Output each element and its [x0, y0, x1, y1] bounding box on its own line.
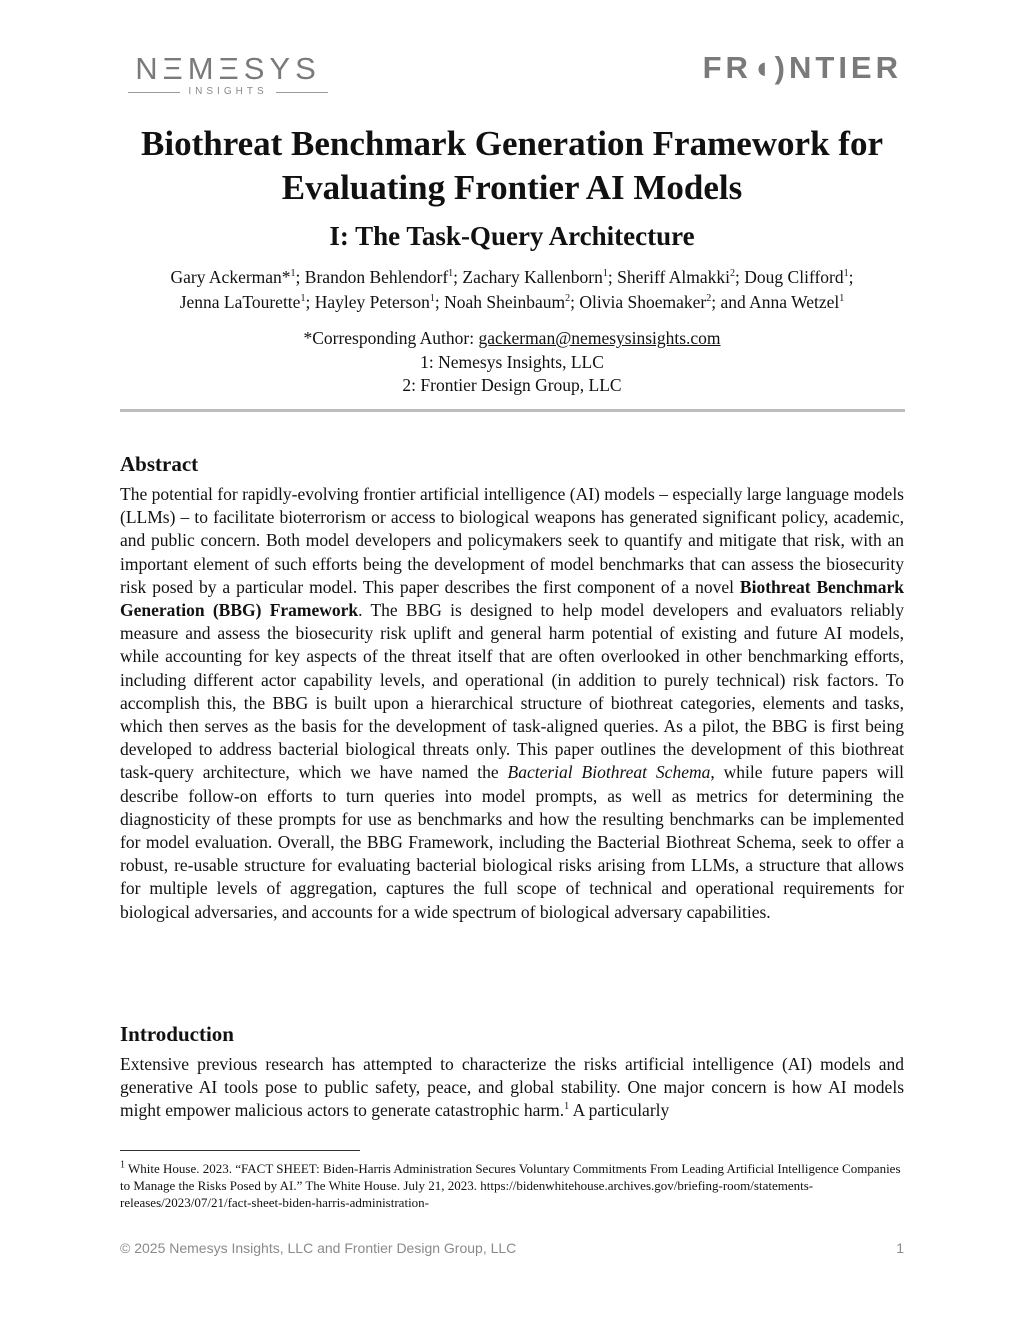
affiliation-1: 1: Nemesys Insights, LLC — [420, 351, 604, 372]
author-line-2 — [110, 290, 914, 315]
nemesys-insights-logo — [128, 52, 328, 98]
abstract-heading: Abstract — [120, 452, 199, 476]
footnote-ref[interactable]: 1 — [564, 1101, 570, 1113]
affiliation-2: 2: Frontier Design Group, LLC — [402, 375, 622, 395]
author: Gary Ackerman*$^1$; — [170, 267, 305, 287]
frontier-logo: FR◖)NTIER — [702, 50, 902, 85]
title-line-2: Evaluating Frontier AI Models — [281, 168, 743, 207]
paper-subtitle: I: The Task-Query Architecture — [329, 221, 695, 251]
corresponding-author: *Corresponding Author: gackerman@nemesysinsights.com — [303, 328, 721, 348]
author: Anna Wetzel$^1$ — [749, 292, 845, 312]
nemesys-logo-subline — [128, 86, 328, 98]
footnote-1: $^1$ White House. 2023. “FACT SHEET: Biden-Harris Administration Secures Voluntary Commitments From Leading Artificial Intelligence Companies to Manage the Risks Posed by AI.” The White House. July 21, 2023. https://bidenwhitehouse.archives.gov/briefing-room/statements-releases/2023/07/21/fact-sheet-biden-harris-administration- — [120, 1159, 901, 1210]
abstract-text: The potential for rapidly-evolving frontier artificial intelligence (AI) models – especially large language models (LLMs) – to facilitate bioterrorism or access to biological weapons has generated significant policy, academic, and public concern. Both model developers and policymakers seek to quantify and mitigate that risk, with an important element of such efforts being the development of model benchmarks that can assess the biosecurity risk posed by a particular model. This paper describes the first component of a novel Biothreat Benchmark Generation (BBG) Framework. The BBG is designed to help model developers and evaluators reliably measure and assess the biosecurity risk uplift and general harm potential of existing and future AI models, while accounting for key aspects of the threat itself that are often overlooked in other benchmarking efforts, including different actor capability levels, and operational (in addition to purely technical) risk factors. To accomplish this, the BBG is built upon a hierarchical structure of biothreat categories, elements and tasks, which then serves as the basis for the development of task-aligned queries. As a pilot, the BBG is first being developed to address bacterial biological threats only. This paper outlines the development of this biothreat task-query architecture, which we have named the Bacterial Biothreat Schema, while future papers will describe follow-on efforts to turn queries into model prompts, as well as metrics for determining the diagnosticity of these prompts for use as benchmarks and how the resulting benchmarks can be implemented for model evaluation. Overall, the BBG Framework, including the Bacterial Biothreat Schema, seek to offer a robust, re-usable structure for evaluating bacterial biological risks arising from LLMs, a structure that allows for multiple levels of aggregation, captures the full scope of technical and operational requirements for biological adversaries, and accounts for a wide spectrum of biological adversary capabilities. — [120, 484, 904, 922]
logo-rule-left — [128, 92, 180, 93]
copyright-text: © 2025 Nemesys Insights, LLC and Frontier Design Group, LLC — [120, 1240, 517, 1256]
bbg-framework-term: Biothreat Benchmark Generation (BBG) Framework — [120, 576, 904, 621]
introduction-heading: Introduction — [120, 1022, 234, 1046]
nemesys-logo-sub: INSIGHTS — [188, 86, 268, 97]
footnote-divider — [120, 1150, 360, 1151]
page-number: 1 — [896, 1240, 904, 1256]
logo-rule-right — [276, 92, 328, 93]
author: Hayley Peterson$^1$; — [314, 292, 445, 312]
nemesys-logo-word: NΞMΞSYS — [135, 51, 321, 86]
schema-term: Bacterial Biothreat Schema — [507, 762, 711, 783]
paper-title — [100, 122, 924, 210]
author: Noah Sheinbaum$^2$; — [444, 292, 580, 312]
introduction-text: Extensive previous research has attempted to characterize the risks artificial intelligence (AI) models and generative AI tools pose to public safety, peace, and global stability. One major concern is how AI models might empower malicious actors to generate catastrophic harm.$^1$ A particularly — [120, 1054, 904, 1121]
author: Sheriff Almakki$^2$; — [617, 267, 745, 287]
header-divider — [120, 409, 905, 412]
author-email-link[interactable]: gackerman@nemesysinsights.com — [478, 328, 721, 348]
author: Brandon Behlendorf$^1$; — [304, 267, 463, 287]
author-line-1 — [110, 265, 914, 290]
title-line-1: Biothreat Benchmark Generation Framework for — [141, 124, 883, 163]
author: Jenna LaTourette$^1$; — [179, 292, 315, 312]
author: Zachary Kallenborn$^1$; — [462, 267, 618, 287]
page-footer — [120, 1240, 904, 1256]
author-list — [110, 265, 914, 315]
affiliations — [110, 327, 914, 398]
author: Olivia Shoemaker$^2$; and — [579, 292, 750, 312]
author: Doug Clifford$^1$; — [744, 267, 854, 287]
